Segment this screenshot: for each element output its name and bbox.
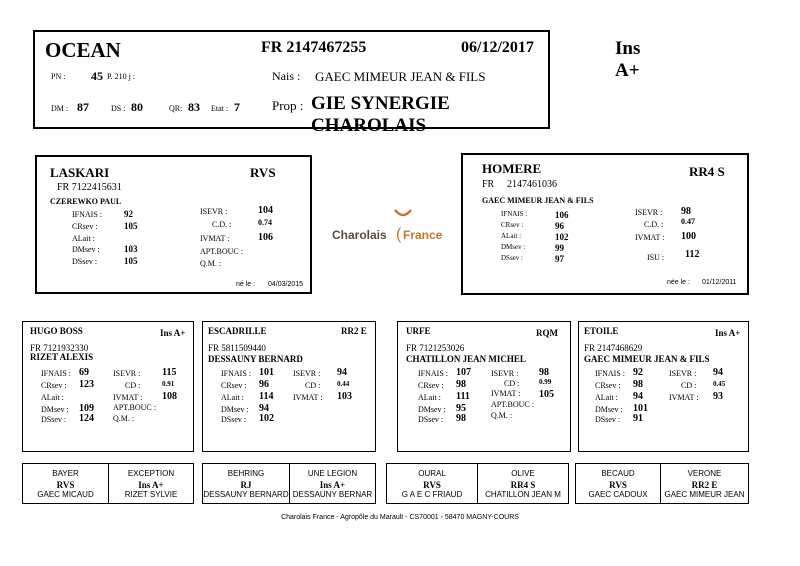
gp-cd-value: 0.91 (162, 380, 175, 388)
gp-owner: CHATILLON JEAN MICHEL (406, 354, 526, 364)
sire-id: FR 7122415631 (57, 182, 122, 193)
gp-dssev-value: 98 (456, 413, 466, 424)
ggp-index: RJ (240, 480, 252, 490)
charolais-france-logo (330, 208, 450, 248)
gp-crsev-value: 98 (456, 379, 466, 390)
sire-dssev-label: DSsev : (72, 257, 98, 266)
gp-dmsev-value: 95 (456, 403, 466, 414)
gp-dmsev-label: DMsev : (418, 405, 446, 414)
ggp-cell (387, 464, 478, 503)
gp-name: HUGO BOSS (30, 326, 83, 336)
ggp-cell (576, 464, 661, 503)
gp-ivmat-value: 108 (162, 391, 177, 402)
gp-crsev-label: CRsev : (595, 381, 621, 390)
dam-ivmat-label: IVMAT : (635, 233, 665, 242)
grandparent-box-3 (397, 321, 571, 452)
ggp-owner: G A E C FRIAUD (401, 490, 463, 499)
etat-label: Etat : (211, 104, 229, 113)
sire-alait-label: ALait : (72, 234, 95, 243)
ggp-owner: DESSAUNY BERNAR (292, 490, 373, 499)
animal-name: OCEAN (45, 38, 121, 62)
sire-ivmat-value: 106 (258, 232, 273, 243)
ggp-index: RVS (609, 480, 627, 490)
p210-label: P. 210 j : (107, 72, 136, 81)
sire-ifnais-value: 92 (124, 209, 133, 219)
dam-isu-value: 112 (685, 249, 700, 260)
gp-ivmat-label: IVMAT : (669, 393, 699, 402)
ggp-index: Ins A+ (319, 480, 346, 490)
gp-id: FR 7121253026 (406, 343, 465, 353)
pn-label: PN : (51, 72, 66, 81)
sire-name: LASKARI (50, 165, 110, 180)
logo-arc-icon (394, 208, 412, 220)
ggp-name: UNE LEGION (307, 469, 358, 478)
dam-dssev-value: 97 (555, 254, 564, 264)
gp-dmsev-label: DMsev : (221, 405, 249, 414)
sire-isevr-label: ISEVR : (200, 207, 228, 216)
gp-crsev-value: 98 (633, 379, 643, 390)
sire-born-date: 04/03/2015 (268, 281, 304, 288)
gp-ivmat-label: IVMAT : (113, 393, 143, 402)
gp-qm-label: Q.M. : (491, 411, 513, 420)
dam-isevr-label: ISEVR : (635, 208, 663, 217)
ggp-cell (23, 464, 109, 503)
gp-dssev-value: 91 (633, 413, 643, 424)
gp-index: Ins A+ (715, 328, 741, 338)
great-grandparent-group-4 (575, 463, 749, 504)
dam-id-prefix: FR (482, 179, 495, 190)
gp-crsev-value: 96 (259, 379, 269, 390)
gp-ifnais-value: 107 (456, 367, 471, 378)
animal-id: FR 2147467255 (261, 39, 367, 56)
gp-dssev-label: DSsev : (595, 415, 621, 424)
gp-cd-label: CD : (504, 379, 520, 388)
sire-qm-label: Q.M. : (200, 259, 222, 268)
prop-label: Prop : (272, 98, 304, 113)
nais-label: Nais : (272, 69, 301, 83)
ggp-name: BECAUD (601, 469, 635, 478)
gp-ifnais-value: 92 (633, 367, 643, 378)
dam-born-label: née le : (667, 279, 690, 286)
gp-ivmat-value: 93 (713, 391, 723, 402)
gp-name: URFE (406, 326, 431, 336)
ggp-cell (661, 464, 748, 503)
gp-cd-label: CD : (305, 381, 321, 390)
gp-index: Ins A+ (160, 328, 186, 338)
sire-dmsev-value: 103 (124, 244, 138, 254)
gp-isevr-value: 98 (539, 367, 549, 378)
grandparent-box-2 (202, 321, 376, 452)
dam-ivmat-value: 100 (681, 231, 696, 242)
great-grandparent-group-1 (22, 463, 194, 504)
sire-isevr-value: 104 (258, 205, 273, 216)
gp-index: RQM (536, 328, 558, 338)
gp-index: RR2 E (341, 326, 367, 336)
gp-ivmat-value: 105 (539, 389, 554, 400)
gp-isevr-value: 115 (162, 367, 177, 378)
ggp-owner: RIZET SYLVIE (124, 490, 178, 499)
dam-name: HOMERE (482, 161, 542, 176)
gp-dmsev-value: 109 (79, 403, 94, 414)
gp-id: FR 2147468629 (584, 343, 643, 353)
great-grandparent-group-2 (202, 463, 376, 504)
dam-isevr-value: 98 (681, 206, 691, 217)
qr-value: 83 (188, 100, 200, 114)
gp-ifnais-value: 101 (259, 367, 274, 378)
sire-ifnais-label: IFNAIS : (72, 210, 103, 219)
dam-born-date: 01/12/2011 (702, 279, 737, 286)
dam-isu-label: ISU : (647, 253, 665, 262)
great-grandparent-group-3 (386, 463, 569, 504)
gp-crsev-label: CRsev : (41, 381, 67, 390)
dm-value: 87 (77, 100, 89, 114)
gp-id: FR 5811509440 (208, 343, 266, 353)
sire-box (35, 155, 312, 294)
ggp-owner: GAEC MICAUD (37, 490, 94, 499)
animal-date: 06/12/2017 (461, 39, 534, 56)
sire-crsev-label: CRsev : (72, 222, 98, 231)
gp-isevr-value: 94 (337, 367, 347, 378)
gp-cd-label: CD : (681, 381, 697, 390)
pn-value: 45 (91, 69, 103, 83)
gp-owner: DESSAUNY BERNARD (208, 354, 303, 364)
gp-alait-label: ALait : (41, 393, 64, 402)
gp-dssev-value: 124 (79, 413, 94, 424)
sire-index: RVS (250, 165, 276, 180)
gp-ivmat-label: IVMAT : (293, 393, 323, 402)
sire-crsev-value: 105 (124, 221, 138, 231)
gp-alait-value: 114 (259, 391, 274, 402)
gp-ifnais-label: IFNAIS : (595, 369, 626, 378)
gp-name: ESCADRILLE (208, 326, 267, 336)
gp-ifnais-label: IFNAIS : (221, 369, 252, 378)
gp-isevr-label: ISEVR : (491, 369, 519, 378)
logo-text-france: France (403, 228, 443, 242)
logo-text-charolais: Charolais (332, 228, 387, 242)
gp-dssev-value: 102 (259, 413, 274, 424)
ggp-owner: DESSAUNY BERNARD (203, 490, 289, 499)
gp-id: FR 7121932330 (30, 343, 89, 353)
ggp-cell (478, 464, 568, 503)
gp-cd-value: 0.45 (713, 380, 726, 388)
nais-value: GAEC MIMEUR JEAN & FILS (315, 69, 486, 84)
gp-isevr-label: ISEVR : (113, 369, 141, 378)
gp-qm-label: Q.M. : (113, 414, 135, 423)
ggp-name: OURAL (418, 469, 446, 478)
ds-label: DS : (111, 104, 126, 113)
footer-address: Charolais France - Agropôle du Marault - CS70001 - 58470 MAGNY-COURS (281, 514, 519, 521)
grandparent-box-1 (22, 321, 194, 452)
gp-dmsev-label: DMsev : (595, 405, 623, 414)
ggp-index: Ins A+ (138, 480, 164, 490)
gp-dssev-label: DSsev : (418, 415, 444, 424)
dam-id: 2147461036 (507, 179, 557, 190)
gp-cd-value: 0.44 (337, 380, 350, 388)
gp-owner: GAEC MIMEUR JEAN & FILS (584, 354, 710, 364)
gp-ifnais-label: IFNAIS : (418, 369, 449, 378)
gp-ifnais-label: IFNAIS : (41, 369, 72, 378)
gp-dmsev-label: DMsev : (41, 405, 69, 414)
gp-ivmat-value: 103 (337, 391, 352, 402)
ggp-name: BAYER (52, 469, 79, 478)
gp-isevr-value: 94 (713, 367, 723, 378)
gp-alait-label: ALait : (221, 393, 244, 402)
gp-crsev-value: 123 (79, 379, 94, 390)
dam-index: RR4 S (689, 164, 725, 179)
ggp-name: VERONE (687, 469, 722, 478)
ggp-owner: GAEC MIMEUR JEAN (664, 490, 745, 499)
ggp-cell (290, 464, 375, 503)
logo-f-icon: ( (396, 226, 402, 243)
gp-dssev-label: DSsev : (41, 415, 67, 424)
animal-index: Ins A+ (615, 38, 641, 81)
gp-owner: RIZET ALEXIS (30, 352, 94, 362)
sire-aptbouc-label: APT.BOUC : (200, 247, 243, 256)
dam-alait-value: 102 (555, 232, 569, 242)
gp-alait-label: ALait : (595, 393, 618, 402)
gp-cd-value: 0.99 (539, 378, 552, 386)
gp-isevr-label: ISEVR : (293, 369, 321, 378)
animal-header-box (33, 30, 641, 136)
dam-crsev-value: 96 (555, 221, 564, 231)
gp-alait-value: 111 (456, 391, 470, 402)
sire-born-label: né le : (236, 281, 256, 288)
dam-cd-value: 0.47 (681, 217, 695, 226)
dam-ifnais-label: IFNAIS : (501, 210, 528, 218)
gp-dssev-label: DSsev : (221, 415, 247, 424)
ggp-cell (109, 464, 193, 503)
ggp-index: RR4 S (510, 480, 536, 490)
sire-cd-label: C.D. : (212, 220, 232, 229)
ggp-name: BEHRING (227, 469, 265, 478)
gp-aptbouc-label: APT.BOUC : (491, 400, 534, 409)
gp-alait-label: ALait : (418, 393, 441, 402)
sire-ivmat-label: IVMAT : (200, 234, 230, 243)
dam-crsev-label: CRsev : (501, 221, 524, 229)
dam-cd-label: C.D. : (644, 220, 664, 229)
gp-ifnais-value: 69 (79, 367, 89, 378)
dam-alait-label: ALait : (501, 232, 522, 240)
ggp-index: RVS (423, 480, 441, 490)
dm-label: DM : (51, 104, 69, 113)
ggp-name: OLIVE (511, 469, 535, 478)
dam-box (461, 153, 749, 295)
gp-cd-label: CD : (125, 381, 141, 390)
prop-value: GIE SYNERGIE CHAROLAIS (311, 93, 450, 136)
gp-dmsev-value: 101 (633, 403, 648, 414)
sire-cd-value: 0.74 (258, 218, 272, 227)
ggp-name: EXCEPTION (127, 469, 175, 478)
dam-dssev-label: DSsev : (501, 254, 523, 262)
sire-owner: CZEREWKO PAUL (50, 197, 122, 206)
qr-label: QR: (169, 104, 183, 113)
sire-dmsev-label: DMsev : (72, 245, 100, 254)
ggp-owner: GAEC CADOUX (588, 490, 648, 499)
gp-aptbouc-label: APT.BOUC : (113, 403, 156, 412)
dam-dmsev-value: 99 (555, 243, 564, 253)
gp-isevr-label: ISEVR : (669, 369, 697, 378)
etat-value: 7 (234, 100, 240, 114)
dam-owner: GAEC MIMEUR JEAN & FILS (482, 196, 594, 205)
dam-dmsev-label: DMsev : (501, 243, 526, 251)
gp-crsev-label: CRsev : (418, 381, 444, 390)
ggp-owner: CHATILLON JEAN M (485, 490, 561, 499)
ggp-cell (203, 464, 290, 503)
grandparent-box-4 (578, 321, 749, 452)
dam-ifnais-value: 106 (555, 210, 569, 220)
gp-alait-value: 94 (633, 391, 643, 402)
gp-crsev-label: CRsev : (221, 381, 247, 390)
ggp-index: RVS (56, 480, 75, 490)
gp-name: ETOILE (584, 326, 619, 336)
ggp-index: RR2 E (691, 480, 718, 490)
ds-value: 80 (131, 100, 143, 114)
gp-ivmat-label: IVMAT : (491, 389, 521, 398)
gp-dmsev-value: 94 (259, 403, 269, 414)
sire-dssev-value: 105 (124, 256, 138, 266)
